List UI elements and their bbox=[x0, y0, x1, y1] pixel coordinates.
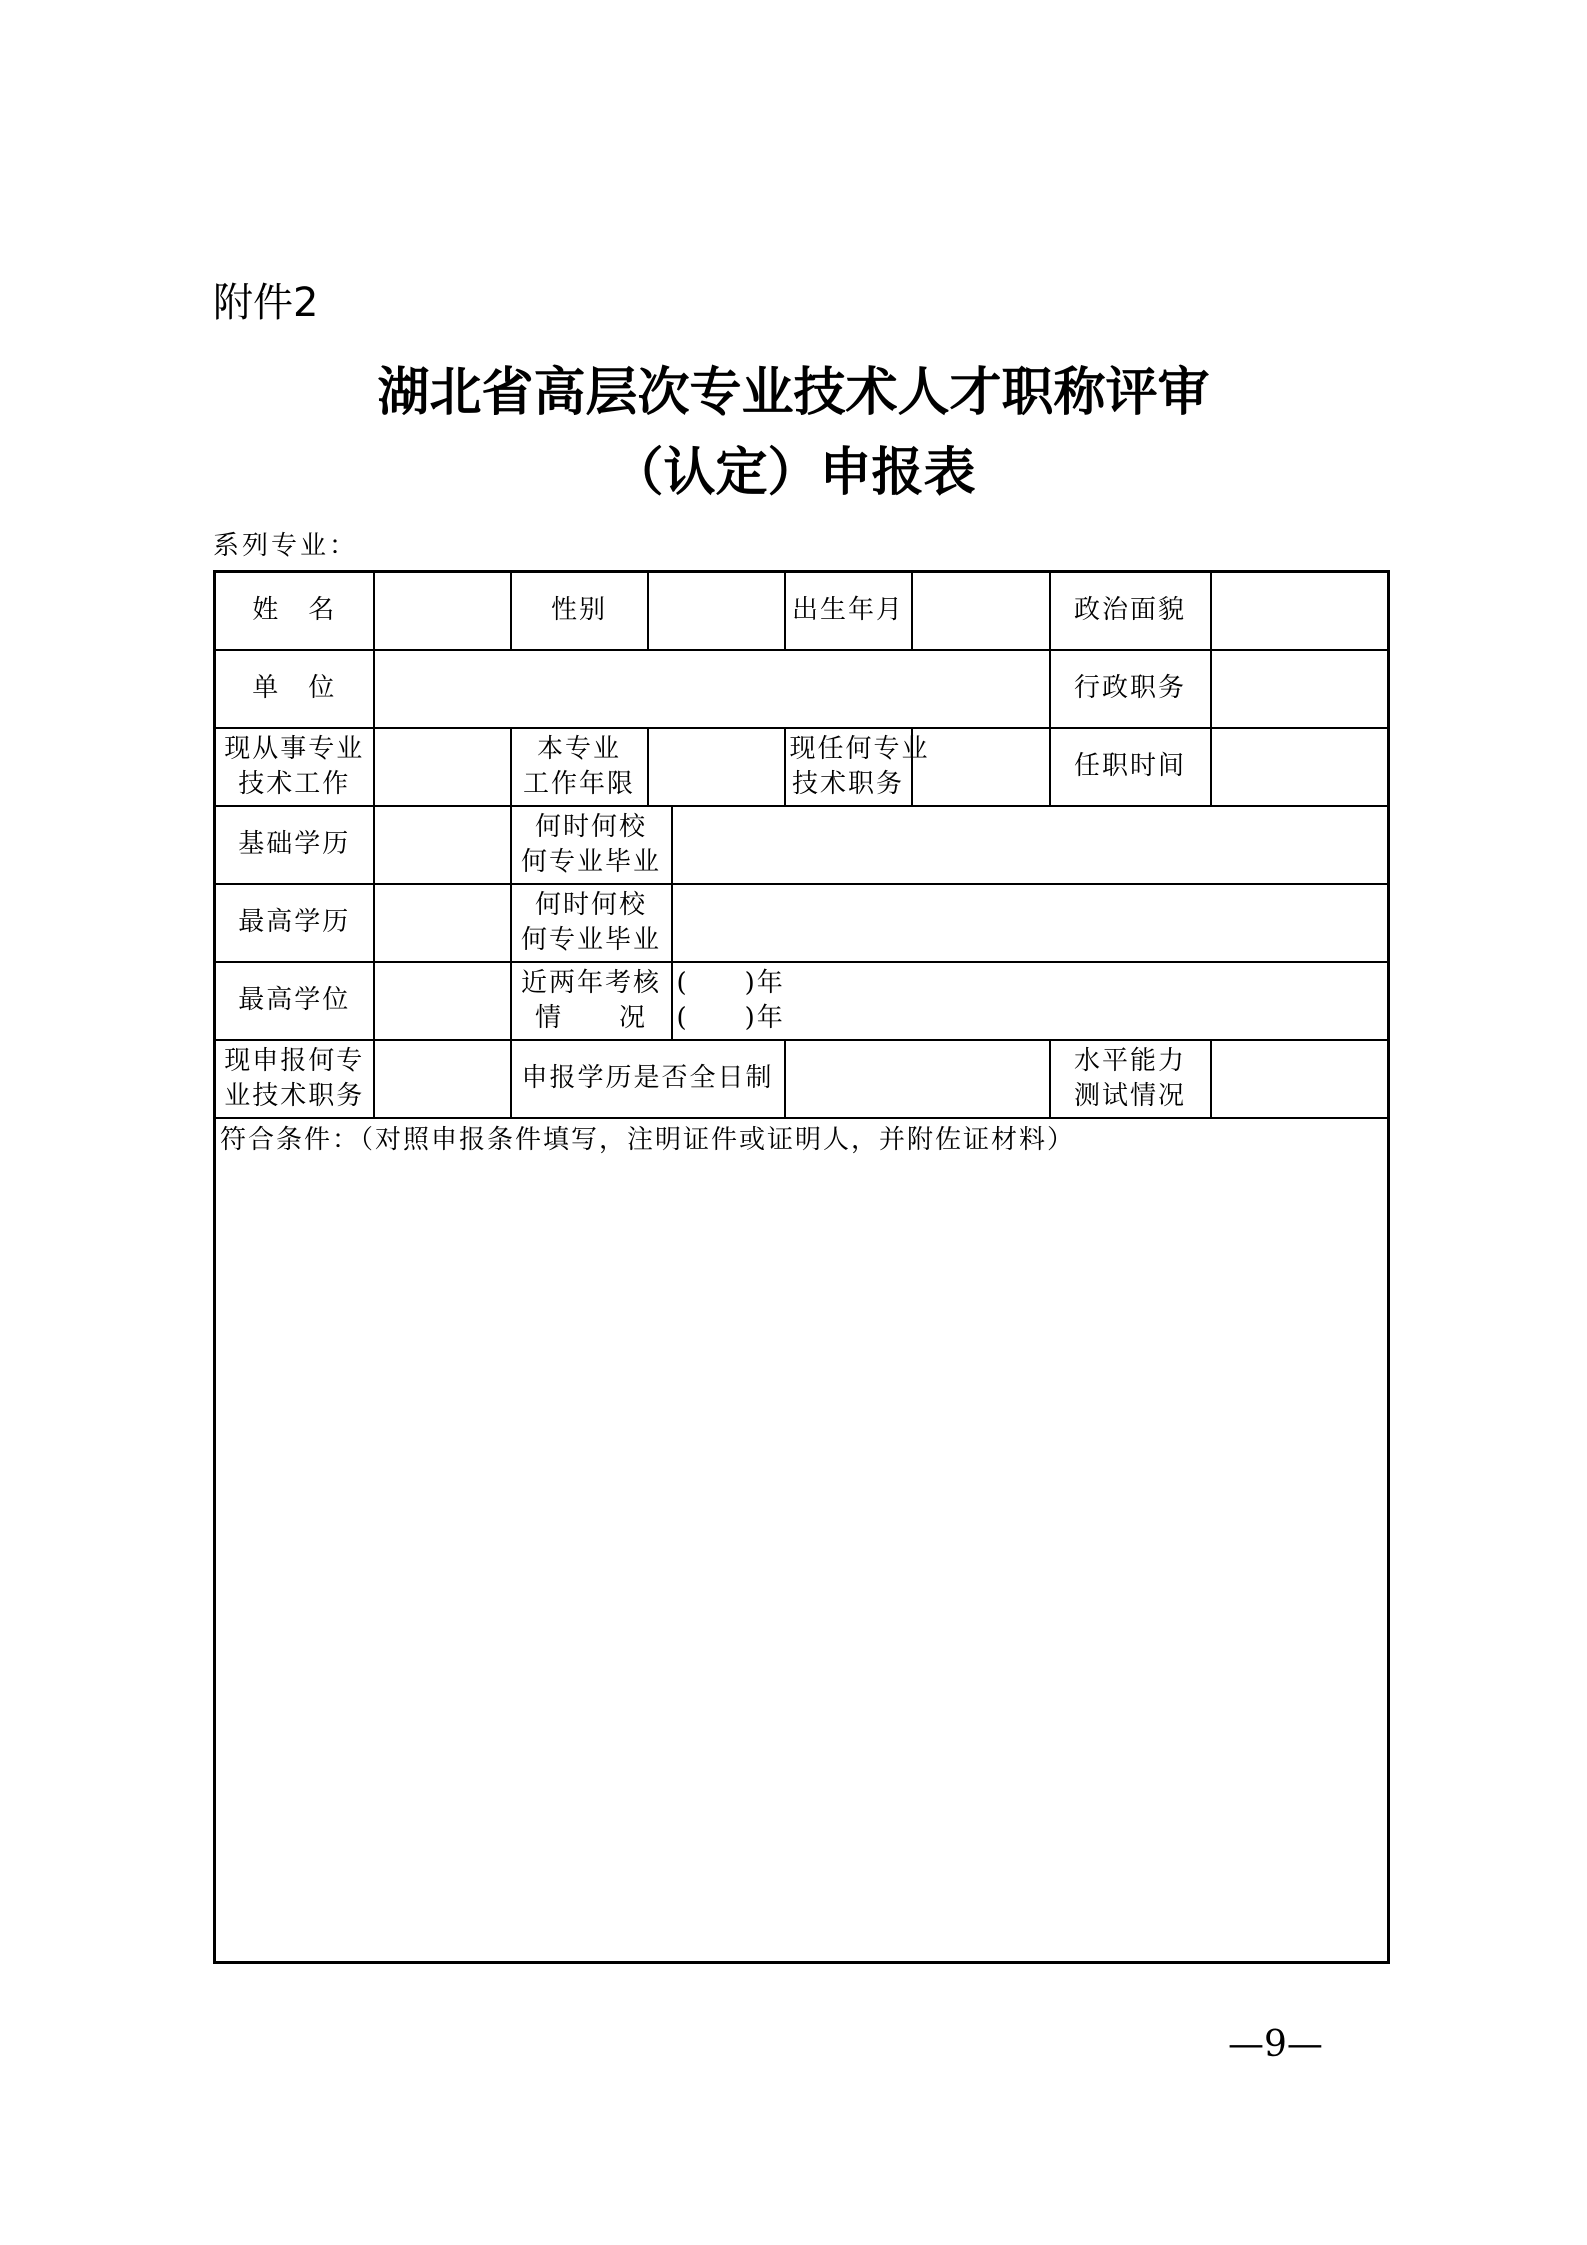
field-qualification[interactable] bbox=[215, 1118, 1389, 1963]
label-fulltime-education: 申报学历是否全日制 bbox=[511, 1040, 785, 1118]
row-degree-assessment bbox=[215, 962, 1389, 1040]
row-qualification bbox=[215, 1118, 1389, 1963]
field-assessment[interactable] bbox=[672, 962, 1389, 1040]
field-birth-date[interactable] bbox=[912, 572, 1050, 650]
field-highest-graduation[interactable] bbox=[672, 884, 1389, 962]
series-label: 系列专业： bbox=[213, 531, 359, 561]
row-highest-education bbox=[215, 884, 1389, 962]
label-political-status: 政治面貌 bbox=[1050, 572, 1211, 650]
label-appointment-time: 任职时间 bbox=[1050, 728, 1211, 806]
field-ability-test[interactable] bbox=[1211, 1040, 1389, 1118]
field-basic-education[interactable] bbox=[374, 806, 511, 884]
label-unit: 单 位 bbox=[215, 650, 374, 728]
label-basic-education: 基础学历 bbox=[215, 806, 374, 884]
label-highest-degree: 最高学位 bbox=[215, 962, 374, 1040]
row-work bbox=[215, 728, 1389, 806]
row-application bbox=[215, 1040, 1389, 1118]
attachment-label: 附件2 bbox=[213, 280, 319, 326]
row-unit bbox=[215, 650, 1389, 728]
field-work-years[interactable] bbox=[648, 728, 785, 806]
assessment-year-1: ( )年 bbox=[676, 967, 785, 998]
label-apply-title: 现申报何专 业技术职务 bbox=[215, 1040, 374, 1118]
field-apply-title[interactable] bbox=[374, 1040, 511, 1118]
label-current-title: 现任何专业 技术职务 bbox=[785, 728, 912, 806]
row-basic-education bbox=[215, 806, 1389, 884]
label-ability-test: 水平能力 测试情况 bbox=[1050, 1040, 1211, 1118]
label-assessment: 近两年考核 情 况 bbox=[511, 962, 672, 1040]
label-name: 姓 名 bbox=[215, 572, 374, 650]
field-unit[interactable] bbox=[374, 650, 1050, 728]
label-qualification: 符合条件：（对照申报条件填写，注明证件或证明人，并附佐证材料） bbox=[220, 1124, 1076, 1155]
field-gender[interactable] bbox=[648, 572, 785, 650]
page-number: —9— bbox=[1228, 2024, 1323, 2065]
label-current-work: 现从事专业 技术工作 bbox=[215, 728, 374, 806]
label-highest-education: 最高学历 bbox=[215, 884, 374, 962]
label-highest-graduation: 何时何校 何专业毕业 bbox=[511, 884, 672, 962]
field-current-title[interactable] bbox=[912, 728, 1050, 806]
form-title-line2: （认定）申报表 bbox=[611, 442, 976, 503]
field-fulltime-education[interactable] bbox=[785, 1040, 1050, 1118]
field-political-status[interactable] bbox=[1211, 572, 1389, 650]
label-admin-post: 行政职务 bbox=[1050, 650, 1211, 728]
field-highest-degree[interactable] bbox=[374, 962, 511, 1040]
label-birth-date: 出生年月 bbox=[785, 572, 912, 650]
row-basic-info bbox=[215, 572, 1389, 650]
label-gender: 性别 bbox=[511, 572, 648, 650]
field-current-work[interactable] bbox=[374, 728, 511, 806]
form-title-line1: 湖北省高层次专业技术人才职称评审 bbox=[377, 362, 1210, 423]
field-highest-education[interactable] bbox=[374, 884, 511, 962]
field-name[interactable] bbox=[374, 572, 511, 650]
label-work-years: 本专业 工作年限 bbox=[511, 728, 648, 806]
field-basic-graduation[interactable] bbox=[672, 806, 1389, 884]
field-appointment-time[interactable] bbox=[1211, 728, 1389, 806]
field-admin-post[interactable] bbox=[1211, 650, 1389, 728]
application-form-table bbox=[213, 570, 1390, 1964]
assessment-year-2: ( )年 bbox=[676, 1002, 785, 1033]
label-basic-graduation: 何时何校 何专业毕业 bbox=[511, 806, 672, 884]
